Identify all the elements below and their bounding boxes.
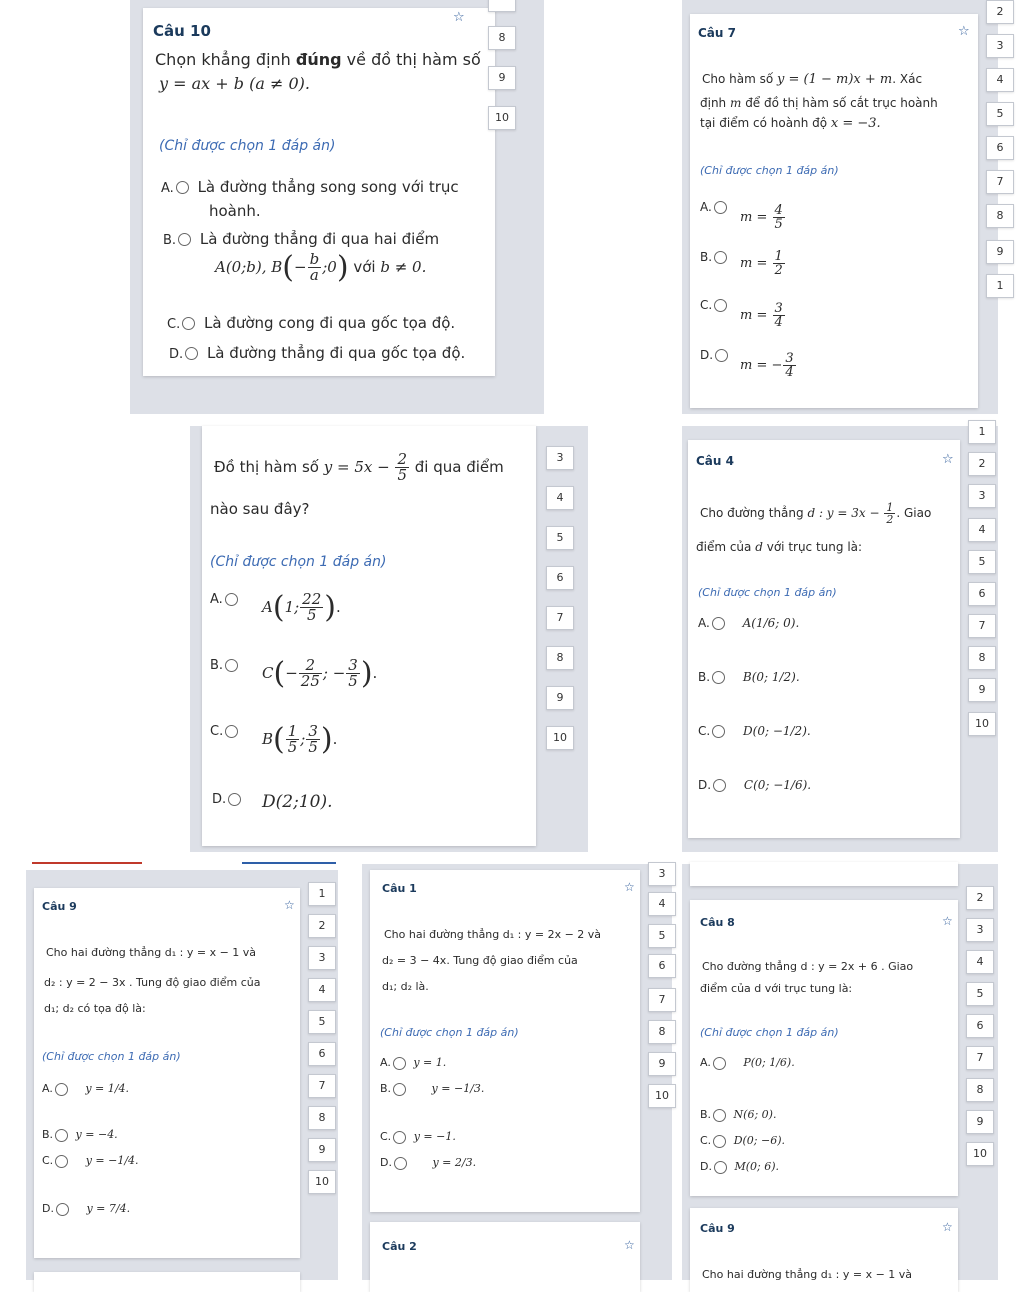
nav-number[interactable]: 3 (968, 484, 996, 508)
radio-icon[interactable] (714, 251, 727, 264)
star-icon[interactable]: ☆ (942, 452, 954, 467)
nav-number[interactable]: 9 (968, 678, 996, 702)
nav-number[interactable]: 6 (308, 1042, 336, 1066)
option-d[interactable]: D. C(0; −1/6). (698, 778, 812, 792)
nav-number[interactable]: 3 (966, 918, 994, 942)
radio-icon[interactable] (712, 671, 725, 684)
option-d[interactable]: D. y = 2/3. (380, 1156, 477, 1169)
nav-number[interactable]: 7 (966, 1046, 994, 1070)
answer-hint: (Chỉ được chọn 1 đáp án) (698, 586, 837, 599)
option-a[interactable]: A. (700, 200, 731, 214)
option-c[interactable]: C. D(0; −1/2). (698, 724, 811, 738)
radio-icon[interactable] (393, 1083, 406, 1096)
question-title: Câu 9 (700, 1222, 735, 1235)
radio-icon[interactable] (55, 1083, 68, 1096)
nav-number[interactable]: 10 (546, 726, 574, 750)
question-line-1: Cho hai đường thẳng d₁ : y = x − 1 và (702, 1268, 913, 1281)
nav-number[interactable]: 5 (966, 982, 994, 1006)
option-b[interactable]: B. y = −1/3. (380, 1082, 485, 1095)
option-b-math: A(0;b), B(− $\frac{b}{a}$ ;0) với b ≠ 0. (215, 250, 427, 285)
option-d[interactable]: D. (212, 792, 245, 807)
option-d[interactable]: D. Là đường thẳng đi qua gốc tọa độ. (169, 344, 466, 362)
nav-number[interactable]: 6 (966, 1014, 994, 1038)
option-d[interactable]: D. y = 7/4. (42, 1202, 131, 1215)
question-title: Câu 9 (42, 900, 77, 913)
nav-number[interactable]: 5 (308, 1010, 336, 1034)
option-b[interactable]: B. (210, 658, 242, 673)
question-line-2: điểm của d với trục tung là: (696, 540, 863, 554)
nav-number[interactable]: 3 (308, 946, 336, 970)
question-line-1: Cho hai đường thẳng d₁ : y = 2x − 2 và (384, 928, 602, 941)
nav-number[interactable]: 10 (966, 1142, 994, 1166)
option-a-value: A(1; $\frac{22}{5}$ ). (262, 590, 341, 625)
option-a-value: m = $\frac{4}{5}$ (740, 203, 783, 232)
question-line-2: nào sau đây? (210, 500, 310, 518)
radio-icon[interactable] (228, 793, 241, 806)
nav-number-partial[interactable]: 1 (986, 274, 1014, 298)
answer-hint: (Chỉ được chọn 1 đáp án) (210, 554, 387, 570)
nav-number-partial[interactable]: 9 (986, 240, 1014, 264)
nav-number-partial[interactable]: 5 (986, 102, 1014, 126)
star-icon[interactable]: ☆ (453, 10, 465, 25)
nav-number[interactable]: 8 (968, 646, 996, 670)
nav-number[interactable]: 3 (546, 446, 574, 470)
nav-number[interactable]: 9 (308, 1138, 336, 1162)
radio-icon[interactable] (714, 1161, 727, 1174)
option-a[interactable]: A. Là đường thẳng song song với trục (161, 178, 459, 196)
radio-icon[interactable] (714, 201, 727, 214)
star-icon[interactable]: ☆ (942, 1220, 953, 1234)
card-q9 (34, 888, 300, 1258)
option-c-value: m = $\frac{3}{4}$ (740, 301, 783, 330)
card-q8 (690, 900, 958, 1196)
radio-icon[interactable] (176, 181, 189, 194)
nav-number[interactable]: 10 (488, 106, 516, 130)
question-line-3: d₁; d₂ có tọa độ là: (44, 1002, 146, 1015)
nav-number[interactable]: 6 (968, 582, 996, 606)
option-b[interactable]: B. (700, 250, 731, 264)
accent-line-red (32, 862, 142, 864)
card-q10 (143, 8, 495, 376)
radio-icon[interactable] (715, 349, 728, 362)
nav-number[interactable]: 4 (546, 486, 574, 510)
nav-number-partial[interactable]: 2 (986, 0, 1014, 24)
nav-number-partial[interactable] (488, 0, 516, 12)
nav-number[interactable]: 7 (968, 614, 996, 638)
radio-icon[interactable] (225, 725, 238, 738)
question-line-1: Cho hai đường thẳng d₁ : y = x − 1 và (46, 946, 257, 959)
radio-icon[interactable] (182, 317, 195, 330)
option-a[interactable]: A. A(1/6; 0). (698, 616, 800, 630)
option-d[interactable]: D. M(0; 6). (700, 1160, 780, 1173)
radio-icon[interactable] (713, 1057, 726, 1070)
option-a[interactable]: A. (210, 592, 242, 607)
nav-number[interactable]: 8 (488, 26, 516, 50)
option-c[interactable]: C. D(0; −6). (700, 1134, 786, 1147)
star-icon[interactable]: ☆ (942, 914, 953, 928)
nav-number[interactable]: 8 (546, 646, 574, 670)
nav-number[interactable]: 4 (308, 978, 336, 1002)
star-icon[interactable]: ☆ (624, 880, 635, 894)
option-c[interactable]: C. y = −1/4. (42, 1154, 139, 1167)
radio-icon[interactable] (713, 1109, 726, 1122)
radio-icon[interactable] (712, 617, 725, 630)
nav-number[interactable]: 2 (308, 914, 336, 938)
nav-number[interactable]: 8 (308, 1106, 336, 1130)
option-b[interactable]: B. N(6; 0). (700, 1108, 777, 1121)
option-a-cont: hoành. (209, 202, 261, 220)
question-line-2: điểm của d với trục tung là: (700, 982, 853, 995)
radio-icon[interactable] (55, 1155, 68, 1168)
question-prompt: Chọn khẳng định đúng về đồ thị hàm số (155, 50, 481, 69)
nav-number[interactable]: 2 (968, 452, 996, 476)
radio-icon[interactable] (393, 1131, 406, 1144)
nav-number[interactable]: 4 (966, 950, 994, 974)
radio-icon[interactable] (712, 725, 725, 738)
nav-number[interactable]: 1 (968, 420, 996, 444)
nav-number-partial[interactable]: 3 (986, 34, 1014, 58)
nav-number[interactable]: 8 (966, 1078, 994, 1102)
question-title: Câu 7 (698, 26, 736, 40)
option-b[interactable]: B. y = −4. (42, 1128, 118, 1141)
nav-number[interactable]: 9 (488, 66, 516, 90)
question-formula: y = ax + b (a ≠ 0). (159, 74, 310, 93)
question-title: Câu 10 (153, 22, 211, 40)
option-d-value: D(2;10). (262, 792, 333, 812)
question-line-3: d₁; d₂ là. (382, 980, 429, 993)
question-title: Câu 1 (382, 882, 417, 895)
answer-hint: (Chỉ được chọn 1 đáp án) (380, 1026, 519, 1039)
nav-number[interactable]: 10 (308, 1170, 336, 1194)
radio-icon[interactable] (56, 1203, 69, 1216)
card-q7 (690, 14, 978, 408)
nav-number[interactable]: 1 (308, 882, 336, 906)
card-q1 (370, 870, 640, 1212)
radio-icon[interactable] (55, 1129, 68, 1142)
radio-icon[interactable] (713, 1135, 726, 1148)
radio-icon[interactable] (178, 233, 191, 246)
option-b-value: m = $\frac{1}{2}$ (740, 249, 783, 278)
answer-hint: (Chỉ được chọn 1 đáp án) (42, 1050, 181, 1063)
nav-number[interactable]: 3 (648, 862, 676, 886)
option-c[interactable]: C. (210, 724, 242, 739)
nav-number[interactable]: 7 (308, 1074, 336, 1098)
answer-hint: (Chỉ được chọn 1 đáp án) (700, 164, 839, 177)
nav-number[interactable]: 6 (546, 566, 574, 590)
question-line-3: tại điểm có hoành độ x = −3. (700, 116, 881, 131)
radio-icon[interactable] (714, 299, 727, 312)
nav-number[interactable]: 2 (966, 886, 994, 910)
card-bottom-strip (34, 1272, 300, 1292)
nav-number-partial[interactable]: 4 (986, 68, 1014, 92)
star-icon[interactable]: ☆ (284, 898, 295, 912)
nav-number[interactable]: 9 (966, 1110, 994, 1134)
radio-icon[interactable] (185, 347, 198, 360)
card-q2 (370, 1222, 640, 1292)
option-c[interactable]: C. (700, 298, 731, 312)
option-d[interactable]: D. (700, 348, 732, 362)
nav-number[interactable]: 10 (968, 712, 996, 736)
question-line-1: Cho đường thẳng d : y = 3x − $\frac{1}{2}$ . Giao (700, 501, 932, 526)
question-line-1: Cho hàm số y = (1 − m)x + m. Xác (702, 72, 923, 87)
star-icon[interactable]: ☆ (624, 1238, 635, 1252)
radio-icon[interactable] (394, 1157, 407, 1170)
answer-hint: (Chỉ được chọn 1 đáp án) (159, 138, 336, 154)
question-line-2: d₂ = 3 − 4x. Tung độ giao điểm của (382, 954, 578, 967)
option-b-value: C(− $\frac{2}{25}$ ; − $\frac{3}{5}$ ). (262, 656, 378, 691)
question-line-1: Cho đường thẳng d : y = 2x + 6 . Giao (702, 960, 914, 973)
nav-number-partial[interactable]: 8 (986, 204, 1014, 228)
radio-icon[interactable] (225, 593, 238, 606)
question-line-2: định m để đồ thị hàm số cắt trục hoành (700, 96, 938, 110)
card-mid-left (202, 426, 536, 846)
nav-number[interactable]: 9 (648, 1052, 676, 1076)
card-q9b (690, 1208, 958, 1292)
nav-number[interactable]: 5 (546, 526, 574, 550)
nav-number[interactable]: 9 (546, 686, 574, 710)
nav-number[interactable]: 4 (968, 518, 996, 542)
nav-number[interactable]: 7 (648, 988, 676, 1012)
nav-number-partial[interactable]: 7 (986, 170, 1014, 194)
question-title: Câu 4 (696, 454, 734, 468)
card-q4 (688, 440, 960, 838)
card-q8-top-strip (690, 862, 958, 886)
option-b[interactable]: B. Là đường thẳng đi qua hai điểm (163, 230, 440, 248)
option-c-value: B( $\frac{1}{5}$ ; $\frac{3}{5}$ ). (262, 722, 338, 757)
accent-line-blue (242, 862, 336, 864)
option-a[interactable]: A. y = 1. (380, 1056, 447, 1069)
option-d-value: m = − $\frac{3}{4}$ (740, 351, 794, 380)
question-title: Câu 8 (700, 916, 735, 929)
nav-number[interactable]: 8 (648, 1020, 676, 1044)
question-line-2: d₂ : y = 2 − 3x . Tung độ giao điểm của (44, 976, 261, 989)
option-c[interactable]: C. y = −1. (380, 1130, 456, 1143)
question-title: Câu 2 (382, 1240, 417, 1253)
nav-number[interactable]: 5 (968, 550, 996, 574)
nav-number[interactable]: 5 (648, 924, 676, 948)
nav-number[interactable]: 7 (546, 606, 574, 630)
question-prompt: Đồ thị hàm số y = 5x − $\frac{2}{5}$ đi qua điểm (214, 450, 504, 484)
radio-icon[interactable] (393, 1057, 406, 1070)
radio-icon[interactable] (713, 779, 726, 792)
radio-icon[interactable] (225, 659, 238, 672)
option-a[interactable]: A. y = 1/4. (42, 1082, 129, 1095)
nav-number[interactable]: 6 (648, 954, 676, 978)
answer-hint: (Chỉ được chọn 1 đáp án) (700, 1026, 839, 1039)
option-a[interactable]: A. P(0; 1/6). (700, 1056, 795, 1069)
star-icon[interactable]: ☆ (958, 24, 970, 39)
nav-number[interactable]: 4 (648, 892, 676, 916)
nav-number-partial[interactable]: 6 (986, 136, 1014, 160)
option-c[interactable]: C. Là đường cong đi qua gốc tọa độ. (167, 314, 456, 332)
option-b[interactable]: B. B(0; 1/2). (698, 670, 800, 684)
nav-number[interactable]: 10 (648, 1084, 676, 1108)
